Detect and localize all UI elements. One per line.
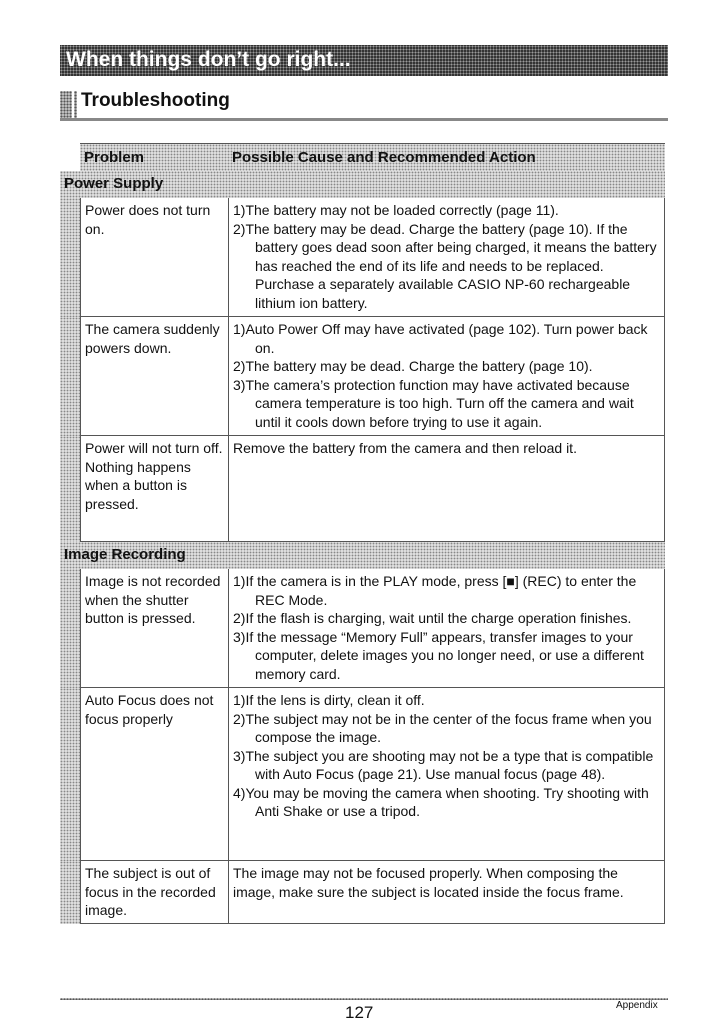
problem-cell: The camera suddenly powers down.: [80, 317, 228, 436]
heading-marker-bar: [74, 91, 77, 118]
footer-section: Appendix: [616, 1000, 658, 1011]
cause-item: 1)The battery may not be loaded correctly (page 11).: [233, 202, 559, 218]
problem-cell: Image is not recorded when the shutter button is pressed.: [80, 569, 228, 688]
problem-cell: The subject is out of focus in the recorded image.: [80, 861, 228, 924]
cause-item: 3)If the message “Memory Full” appears, transfer images to your computer, delete images you no longer need, or use a different memory card.: [233, 628, 644, 682]
cause-item: 2)The battery may be dead. Charge the battery (page 10).: [233, 358, 593, 374]
cause-item: Remove the battery from the camera and then reload it.: [233, 440, 577, 456]
troubleshooting-table: [60, 143, 665, 924]
cause-item: 2)The battery may be dead. Charge the battery (page 10). If the battery goes dead soon after being charged, it means the battery has reached the end of its life and needs to be replaced. Purchase a separately available CASIO NP-60 rechargeable lithium ion battery.: [233, 220, 657, 311]
section-heading: [60, 90, 668, 121]
cause-cell: [228, 688, 665, 861]
table-row: [60, 569, 665, 688]
table-row: [60, 317, 665, 436]
cause-item: 1)If the camera is in the PLAY mode, press [■] (REC) to enter the REC Mode.: [233, 573, 637, 608]
chapter-banner: [60, 45, 668, 76]
heading-marker-icon: [60, 91, 72, 118]
page-number: 127: [345, 1003, 374, 1022]
chapter-title: When things don’t go right...: [66, 48, 351, 71]
footer-rule: [60, 998, 668, 1000]
section-power-supply: [60, 171, 665, 198]
table-row: [60, 688, 665, 861]
cause-item: 3)The camera’s protection function may have activated because camera temperature is too high. Turn off the camera and wait until it cools down before trying to use it again.: [233, 376, 634, 430]
row-indent: [60, 436, 80, 542]
cause-cell: [228, 569, 665, 688]
cause-item: 4)You may be moving the camera when shooting. Try shooting with Anti Shake or use a tripod.: [233, 784, 649, 819]
table-row: [60, 198, 665, 317]
table-header: [80, 143, 665, 171]
problem-cell: Auto Focus does not focus properly: [80, 688, 228, 861]
section-title: Power Supply: [64, 175, 164, 192]
cause-cell: [228, 317, 665, 436]
section-title: Image Recording: [64, 546, 186, 563]
section-image-recording: [60, 542, 665, 569]
cause-item: 2)If the flash is charging, wait until the charge operation finishes.: [233, 610, 632, 626]
cause-item: 1)If the lens is dirty, clean it off.: [233, 692, 425, 708]
header-cause: Possible Cause and Recommended Action: [232, 149, 536, 166]
cause-item: 1)Auto Power Off may have activated (page 102). Turn power back on.: [233, 321, 648, 356]
cause-cell: [228, 436, 665, 542]
problem-cell: Power will not turn off. Nothing happens when a button is pressed.: [80, 436, 228, 542]
cause-item: 2)The subject may not be in the center of the focus frame when you compose the image.: [233, 710, 652, 745]
row-indent: [60, 569, 80, 688]
cause-cell: [228, 198, 665, 317]
section-title: Troubleshooting: [81, 90, 230, 111]
table-row: [60, 436, 665, 542]
header-problem: Problem: [84, 149, 145, 166]
row-indent: [60, 861, 80, 924]
problem-cell: Power does not turn on.: [80, 198, 228, 317]
cause-cell: [228, 861, 665, 924]
cause-item: 3)The subject you are shooting may not be a type that is compatible with Auto Focus (page 21). Use manual focus (page 48).: [233, 747, 654, 782]
cause-item: The image may not be focused properly. When composing the image, make sure the subject is located inside the focus frame.: [233, 865, 624, 900]
row-indent: [60, 688, 80, 861]
table-row: [60, 861, 665, 924]
row-indent: [60, 317, 80, 436]
row-indent: [60, 198, 80, 317]
